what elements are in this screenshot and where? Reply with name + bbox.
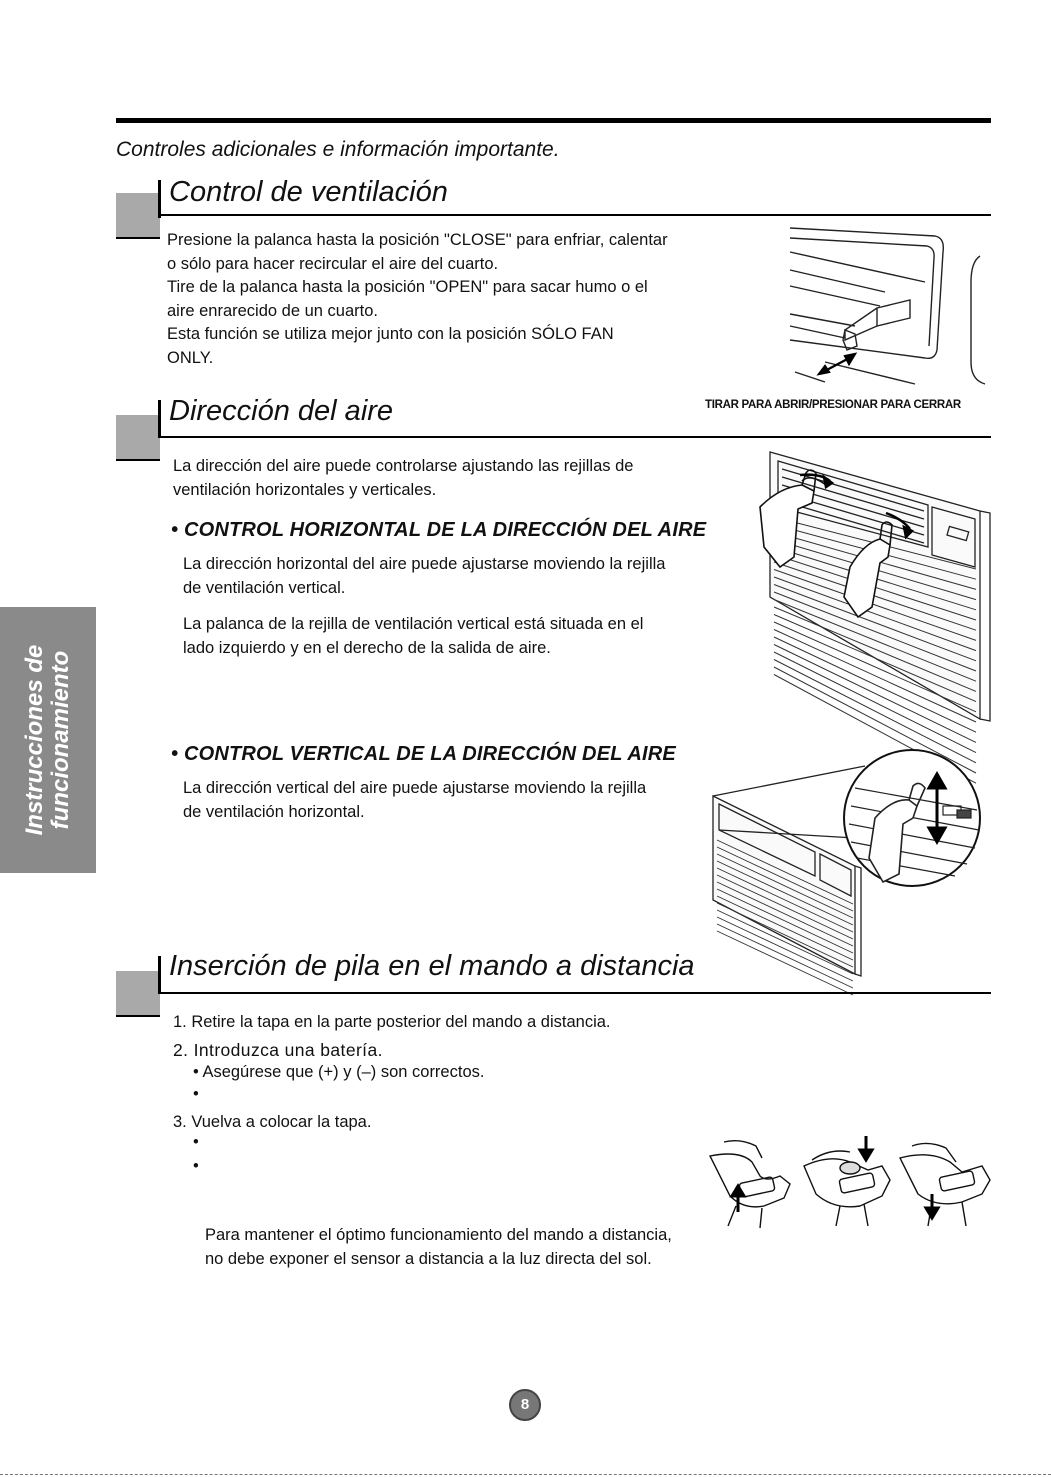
battery-step-2-bullet-1: • Asegúrese que (+) y (–) son correctos. — [193, 1063, 485, 1081]
horizontal-louver-illustration — [740, 447, 995, 725]
section-marker-bar — [158, 400, 161, 438]
battery-step-3-bullet-1: • — [193, 1133, 199, 1151]
battery-step-1: 1. Retire la tapa en la parte posterior del mando a distancia. — [173, 1013, 611, 1031]
section-rule — [158, 436, 991, 438]
text-line: de ventilación horizontal. — [183, 802, 365, 821]
side-tab — [0, 607, 96, 873]
section-marker — [116, 193, 160, 239]
ventilation-lever-illustration — [785, 222, 990, 392]
text-line: Para mantener el óptimo funcionamiento del mando a distancia, — [205, 1226, 672, 1244]
text-line: o sólo para hacer recircular el aire del cuarto. — [167, 254, 499, 273]
top-rule — [116, 118, 991, 123]
text-line: La dirección del aire puede controlarse ajustando las rejillas de — [173, 457, 634, 475]
text-line: lado izquierdo y en el derecho de la salida de aire. — [183, 638, 551, 657]
battery-step-3: 3. Vuelva a colocar la tapa. — [173, 1113, 372, 1131]
text-line: de ventilación vertical. — [183, 578, 346, 597]
air-direction-intro — [173, 455, 633, 502]
section-rule — [158, 992, 991, 994]
vertical-control-heading: • CONTROL VERTICAL DE LA DIRECCIÓN DEL AIRE — [171, 743, 676, 765]
text-line: La dirección vertical del aire puede ajustarse moviendo la rejilla — [183, 779, 647, 797]
text-line: Tire de la palanca hasta la posición "OPEN" para sacar humo o el — [167, 278, 648, 296]
section-marker-bar — [158, 956, 161, 994]
horizontal-control-text-2 — [183, 613, 643, 660]
section-rule — [158, 214, 991, 216]
side-tab-label — [22, 645, 74, 836]
horizontal-control-heading: • CONTROL HORIZONTAL DE LA DIRECCIÓN DEL AIRE — [171, 519, 707, 541]
remote-battery-illustration — [700, 1136, 995, 1228]
section-marker — [116, 415, 160, 461]
text-line: aire enrarecido de un cuarto. — [167, 301, 378, 320]
text-line: Presione la palanca hasta la posición "CLOSE" para enfriar, calentar — [167, 231, 668, 249]
side-tab-line-1: Instrucciones de — [21, 644, 48, 836]
section-marker — [116, 971, 160, 1017]
page-number: 8 — [509, 1389, 541, 1421]
text-line: La dirección horizontal del aire puede ajustarse moviendo la rejilla — [183, 555, 666, 573]
bottom-dashed-rule — [0, 1474, 1051, 1475]
battery-note — [205, 1224, 672, 1271]
section-marker-bar — [158, 180, 161, 218]
vertical-control-text — [183, 777, 646, 824]
horizontal-control-text-1 — [183, 553, 665, 600]
page-subtitle: Controles adicionales e información importante. — [116, 138, 560, 161]
battery-step-3-bullet-2: • — [193, 1157, 199, 1175]
section-title-battery: Inserción de pila en el mando a distancia — [169, 950, 695, 982]
section-title-air-direction: Dirección del aire — [169, 395, 394, 427]
text-line: ONLY. — [167, 348, 214, 367]
text-line: ventilación horizontales y verticales. — [173, 480, 437, 499]
side-tab-line-2: funcionamiento — [47, 650, 74, 830]
ventilation-text — [167, 229, 668, 370]
battery-step-2-bullet-2: • — [193, 1085, 199, 1103]
vertical-louver-illustration — [705, 748, 990, 982]
text-line: La palanca de la rejilla de ventilación vertical está situada en el — [183, 615, 644, 633]
battery-step-2: 2. Introduzca una batería. — [173, 1040, 383, 1060]
section-title-ventilation: Control de ventilación — [169, 176, 448, 208]
ventilation-caption: TIRAR PARA ABRIR/PRESIONAR PARA CERRAR — [705, 399, 961, 411]
text-line: no debe exponer el sensor a distancia a la luz directa del sol. — [205, 1249, 652, 1268]
text-line: Esta función se utiliza mejor junto con la posición SÓLO FAN — [167, 325, 614, 343]
